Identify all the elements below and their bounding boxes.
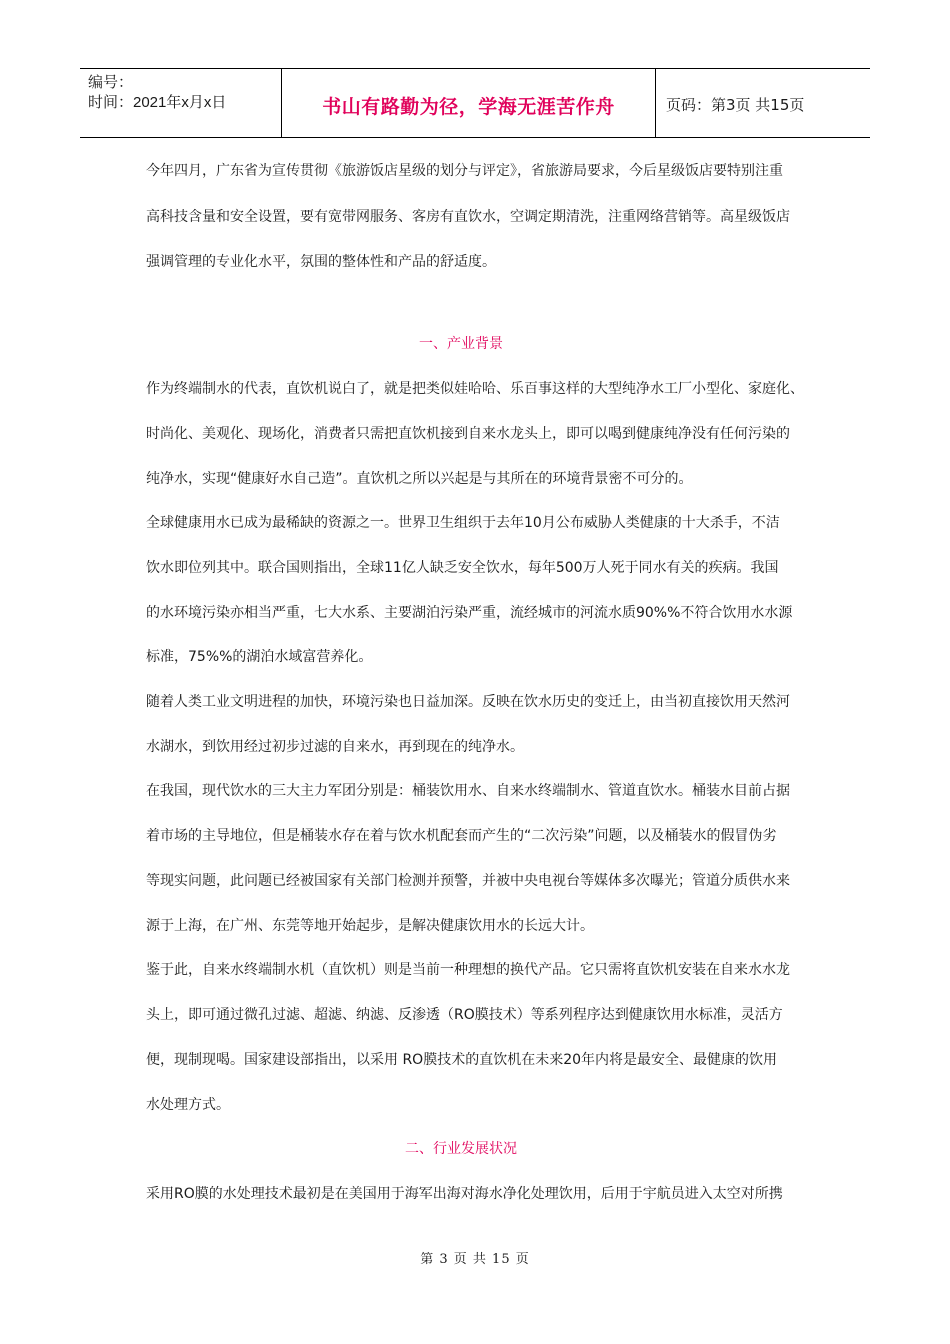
header-motto: 书山有路勤为径，学海无涯苦作舟 — [282, 69, 656, 137]
paragraph-line: 鉴于此，自来水终端制水机（直饮机）则是当前一种理想的换代产品。它只需将直饮机安装在自来水水龙 — [146, 962, 790, 978]
paragraph-line: 饮水即位列其中。联合国则指出，全球11亿人缺乏安全饮水，每年500万人死于同水有关的疾病。我国 — [146, 560, 779, 576]
paragraph-line: 着市场的主导地位，但是桶装水存在着与饮水机配套而产生的“二次污染”问题，以及桶装水的假冒伪劣 — [146, 828, 777, 844]
header-meta-cell — [80, 69, 282, 137]
paragraph-line: 等现实问题，此问题已经被国家有关部门检测并预警，并被中央电视台等媒体多次曝光；管道分质供水来 — [146, 873, 790, 889]
header-page-code: 页码：第3页 共15页 — [666, 95, 805, 114]
paragraph-line: 的水环境污染亦相当严重，七大水系、主要湖泊污染严重，流经城市的河流水质90%%不符合饮用水水源 — [146, 605, 793, 621]
paragraph-line: 水处理方式。 — [146, 1097, 230, 1113]
paragraph-line: 纯净水，实现“健康好水自己造”。直饮机之所以兴起是与其所在的环境背景密不可分的。 — [146, 471, 693, 487]
page-footer: 第 3 页 共 15 页 — [420, 1252, 530, 1267]
document-header — [80, 68, 870, 138]
paragraph-line: 强调管理的专业化水平，氛围的整体性和产品的舒适度。 — [146, 254, 496, 270]
paragraph-line: 时尚化、美观化、现场化，消费者只需把直饮机接到自来水龙头上，即可以喝到健康纯净没有任何污染的 — [146, 426, 790, 442]
section-heading: 一、产业背景 — [419, 336, 503, 352]
paragraph-line: 今年四月，广东省为宣传贯彻《旅游饭店星级的划分与评定》，省旅游局要求，今后星级饭店要特别注重 — [146, 163, 783, 179]
paragraph-line: 作为终端制水的代表，直饮机说白了，就是把类似娃哈哈、乐百事这样的大型纯净水工厂小型化、家庭化、 — [146, 381, 804, 397]
paragraph-line: 源于上海，在广州、东莞等地开始起步，是解决健康饮用水的长远大计。 — [146, 918, 594, 934]
paragraph-line: 随着人类工业文明进程的加快，环境污染也日益加深。反映在饮水历史的变迁上，由当初直接饮用天然河 — [146, 694, 790, 710]
paragraph-line: 便，现制现喝。国家建设部指出，以采用 RO膜技术的直饮机在未来20年内将是最安全、最健康的饮用 — [146, 1052, 778, 1068]
paragraph-line: 水湖水，到饮用经过初步过滤的自来水，再到现在的纯净水。 — [146, 739, 524, 755]
paragraph-line: 头上，即可通过微孔过滤、超滤、纳滤、反渗透（RO膜技术）等系列程序达到健康饮用水标准，灵活方 — [146, 1007, 783, 1023]
paragraph-line: 在我国，现代饮水的三大主力军团分别是：桶装饮用水、自来水终端制水、管道直饮水。桶装水目前占据 — [146, 783, 790, 799]
section-heading: 二、行业发展状况 — [405, 1141, 517, 1157]
paragraph-line: 全球健康用水已成为最稀缺的资源之一。世界卫生组织于去年10月公布威胁人类健康的十大杀手，不洁 — [146, 515, 780, 531]
paragraph-line: 采用RO膜的水处理技术最初是在美国用于海军出海对海水净化处理饮用，后用于宇航员进入太空对所携 — [146, 1186, 783, 1202]
date-line: 时间：2021年x月x日 — [88, 94, 227, 111]
paragraph-line: 高科技含量和安全设置，要有宽带网服务、客房有直饮水，空调定期清洗，注重网络营销等。高星级饭店 — [146, 209, 790, 225]
number-label: 编号： — [88, 74, 134, 91]
paragraph-line: 标准，75%%的湖泊水域富营养化。 — [146, 649, 373, 665]
